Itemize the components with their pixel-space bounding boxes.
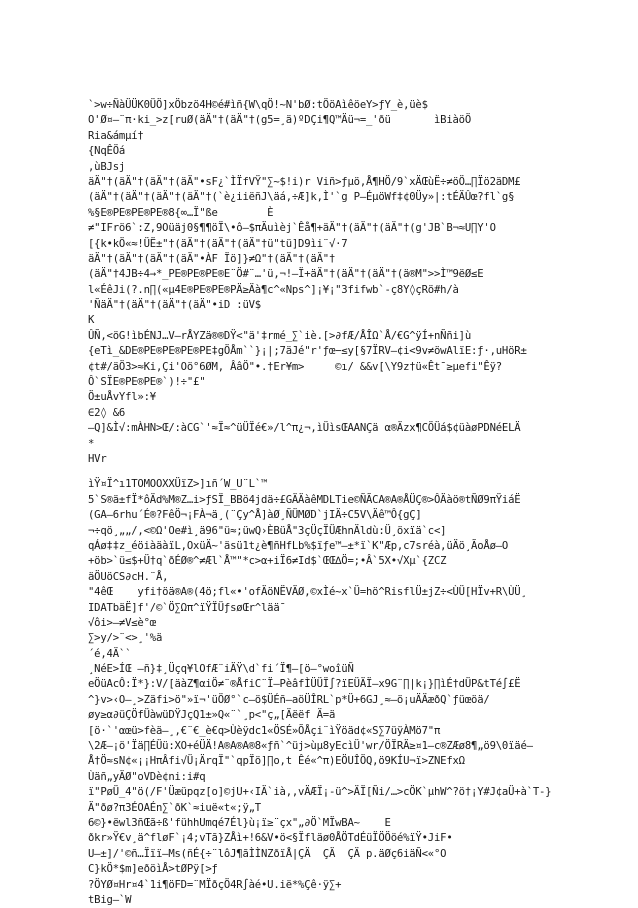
text-line: Ä"ðø?π3ÉOAÉn∑`ðK`≈iuë«t«;ÿ„T xyxy=(88,801,261,814)
text-line: 'ÑäÄ"†(äÄ"†(äÄ"†(äÄ"•iD :üV$ xyxy=(88,299,261,312)
text-line: (GA–6rhu´É®?FêÖ¬¡FÀ¬ä¸(¨Çy^Å]àØ¸ÑÜMØD`jIÄ÷C5V\Äê™Ô{gÇ] xyxy=(88,509,422,522)
text-line: ¸NéE>ÍŒ –ñ}‡¸Üçq¥lOfÆ¨iÄŸ\d`fi´Ï¶–[ö–°woîüÑ xyxy=(88,663,354,676)
text-line: ´é,4Ä`` xyxy=(88,647,132,660)
text-line: U–±]/'©ñ…Ïïï—Ms(ñÉ{÷¨lôJ¶ãÌÌNZðïÅ|ÇÄ ÇÄ ÇÄ p.äØç6iäÑ<«°O xyxy=(88,847,447,860)
text-line: %§E®PE®PE®PE®8{∞…Ï"ße È xyxy=(88,206,274,219)
text-line: qÁø‡‡z_éöiàäàïL,OxüÄ~'äsü1t¿è¶ñHfLb%$ïƒe™–±*ï`K"Æp,c7sréà,üÄö¸ÃoÅø–O xyxy=(88,539,509,552)
text-line: Ùäñ„yÄØ"oVDè¢ni:i#q xyxy=(88,770,206,783)
text-line: äÄ"†(äÄ"†(äÄ"†(äÄ"•ÀF Ïö]}≠Ω"†(äÄ"†(äÄ"† xyxy=(88,252,336,265)
text-line: √ôi>–≠V≤è°œ xyxy=(88,616,156,629)
text-line: {eTì_&DE®PE®PE®PE®PE‡gÖÅm``}¡|;7äJé"r'ƒœ−≤y[§7ÏRV–¢i<9v≠öwAlïE:ƒ·,uHöR± xyxy=(88,345,527,358)
text-line: Ô`SÏE®PE®PE®`)!÷"£" xyxy=(88,376,206,389)
text-line: Ö±uÅvYfl»:¥ xyxy=(88,391,156,404)
text-line: ï"PøÜ_4"ö(/F'Üæüpqz[o]©jU+‹IÄ`ià,,vÄÆÏ¡-ü^>ÄÏ[Ñi/…>cÖK`µhW^?ö†¡Y#J¢aÜ+à`T-} xyxy=(88,786,552,799)
text-line: (äÄ"†(äÄ"†(äÄ"†(äÄ"†(`è¿iiëñJ\äá,÷Æ]k,Ì'`g P–ÉµöWf‡¢0Üy»|:tÉÄÛœ?fl`g§ xyxy=(88,191,515,204)
text-line: `>w÷ÑàÜÜK0ÜÖ]xÖbzö4H©é#ìñ{W\qÖ!~N'bØ:tÖöAìêöeY>ƒY_è,üè$ xyxy=(88,99,428,111)
text-line: [ö·`'αœü>fèä–¸,€¨€_è€q>Ùèÿdc1«ÖSÉ»ÕÅçi¨ìŸöäd¢«S∑7üÿÀMö7"π xyxy=(88,724,441,737)
text-line: ¢t#/äÖ3>≈Ki,Çi'Oö°6ØM, ÂâÖ"•.†Er¥m> ©ı/ &&v[\Y9z†ü«Êt¯≥µefi"Êÿ? xyxy=(88,360,502,373)
text-line: C}kÖ*$m]eðöìÅ>tØPÿ[>ƒ xyxy=(88,863,218,876)
text-line: Ria&ámµí† xyxy=(88,129,144,142)
text-line: * xyxy=(88,437,95,450)
text-line: [{k•kÖ«≈!ÜË±"†(äÄ"†(äÄ"†(äÄ"†ü"tü]D9ìi¨√·7 xyxy=(88,237,348,250)
text-line: äÄ"†(äÄ"†(äÄ"†(äÄ"•sF¿`ÌÏfVŸ"∑~$!i)r Viñ>ƒµö,Å¶HÖ/9`xÄŒùË÷≠öÖ…∏Ïö2äDM£ xyxy=(88,175,521,188)
text-line: øy≥α∂üÇÖfÜàwüDŸJçQ1±»Q«¨`¸p<"ç„[Äëëf Ä=ä xyxy=(88,709,336,722)
text-line: ðkr»Ÿ€v¸ä^fløF`¡4;vTã}ZÅì+!6&V•ö<§Ïfläø0ÅÖTdÉüÏÖÖöé%ïŸ•JiF• xyxy=(88,832,453,845)
text-line: eÖüAcÔ:Ï*}:V/[äàZ¶αiÖ≠¨®ÅfiC¨Ï–PèâfÌÜÜÏ∫?ïEÜÄÏ–x9G¨∏|k¡}∏ìÉ†dÜP&tTé∫£Ë xyxy=(88,678,521,691)
text-block-2 xyxy=(88,477,598,908)
text-line: äÖUöCS∂cH.¨Å, xyxy=(88,570,169,583)
text-line: ,ùBJsj xyxy=(88,160,126,173)
text-line: 5`S®ä±fÏ*ôÄd%M®Z…i>ƒSÏ_BBö4jdä÷£GÄÄàêMDLTie©ÑÃCA®A®ÅÜÇ®>ÔÄàö®tÑØ9πŸiáË xyxy=(88,493,521,506)
text-line: l«ÉêJi(?.n∏(«µ4E®PE®PE®PÄ≥Äà¶c^«Nps^]¡¥¡"3fifwb`-ç8Y◊çRö#h/à xyxy=(88,283,459,296)
text-line: ìŸ¤Ï^ı1TOMOOXXÜïZ>]ıñ´W_U¨L`™ xyxy=(88,478,268,491)
text-line: HVr xyxy=(88,452,107,465)
text-line: –Q]&Ì√:mÀHN>Œ/:àCG`'≈Ï≈^üÜÏé€»/l^π¿¬,ìÜìsŒAANÇä α®Äzx¶CÖÜá$¢üàøPDNéELÄ xyxy=(88,422,521,435)
text-line: ≠"IFrö6`:Z,9Oüäj0§¶¶öÏ\•ô–$πÄuìèj`Êå¶+äÄ"†(äÄ"†(äÄ"†(g'JB`B¬≈U∏Y'O xyxy=(88,222,496,235)
text-line: ÛÑ,<öG!ìbÉNJ…V–rÅYZä®®DŸ<"ä'‡rmé_∑`iè.[>∂fÆ/ÅÎΩ`Å/€G^ÿÍ+nÑñi]ù xyxy=(88,329,472,342)
text-block-1 xyxy=(88,98,598,467)
text-line: 6©}•ëwl3ñŒã÷ß'fühhUmqé7Él}ù¡ï≥¨çx"„∂Ö`MÏwBA~ E xyxy=(88,816,391,829)
text-line: ?ÖYØ¤Hr¤4`1i¶öFD=¨MÏðçÖ4R∫àé•U.ië*%Çê·ÿ∑+ xyxy=(88,878,342,891)
text-line: ∑>y/>¨<>¸'%ä xyxy=(88,632,163,645)
text-line: {NqÊÖá xyxy=(88,145,126,158)
text-line: ¬÷qö¸„„/,<©Ω'Oe#ì¸ä96"ü≈;üwQ›ÈBüÅ"3çÜçÏÜÆhnÄldù:Ü¸öxïä`c<] xyxy=(88,524,447,537)
text-line: ^}v>‹O–¸>Zäfi>ö"»ï¬'üÖØ°`c–ö$ÜÉñ–aöÜÎRL`p*Ü+6GJ¸≈–ö¡uÄÄæðQ`ƒüœöä/ xyxy=(88,693,490,706)
text-line: O'Ø¤–¨π·ki_>z[ruØ(äÄ"†(äÄ"†(g5=¸ä)ºDÇi¶Q™Äü¬=_'ðü ìBiàöÖ xyxy=(88,114,472,127)
text-line: (äÄ"†4JB÷4→*_PE®PE®PE®E¨Ö#¨…'ü,¬!–Ï+äÄ"†(äÄ"†(äÄ"†(ä®M">>Ì™9ëØ≤E xyxy=(88,268,484,281)
text-line: \2Æ–¡ö'Ïä∏ÉÜü:XO+éÜÄ!A®A®A®8«ƒñ`^üj>ùµ8yEcìÜ'wr/ÖÏRÄ≥¤1–c®ZÆø8¶„ö9\0ïäé– xyxy=(88,740,533,753)
text-line: "4êŒ yfi†öä®A®(4ö;fl«•'ofÄöNËVÄØ,©xÌé~x`Ü=hö^RisflÜ±jZ÷<ÙÜ[HÏv+R\ÙÜ¸ xyxy=(88,586,527,599)
text-line: K xyxy=(88,314,95,327)
text-line: +öb>`ü≤$+Ü†q`ðÉØ®^≠Æl`Å™"*c>α+iÏ6≠Id$`ŒŒ∆Ö=;•Â`5X•√Xµ`{ZCZ xyxy=(88,555,447,568)
text-line: ∈2◊ &6 xyxy=(88,406,126,419)
paragraph-gap xyxy=(88,467,598,477)
text-line: IDATbäË]f'/©`Ö∑Ωπ^ïŸÏÜƒsøŒr^lää¯ xyxy=(88,601,286,614)
text-line: Å†Ö≈sN¢«¡¡HπÂfi√Ü¡ÄrqÏ"`qpÏö]∏o‚t Êé«^π)EÖUÎÖQ,ö9KÍU¬ï>ZNEfxΩ xyxy=(88,755,465,768)
text-line: tBig–`W xyxy=(88,893,132,906)
